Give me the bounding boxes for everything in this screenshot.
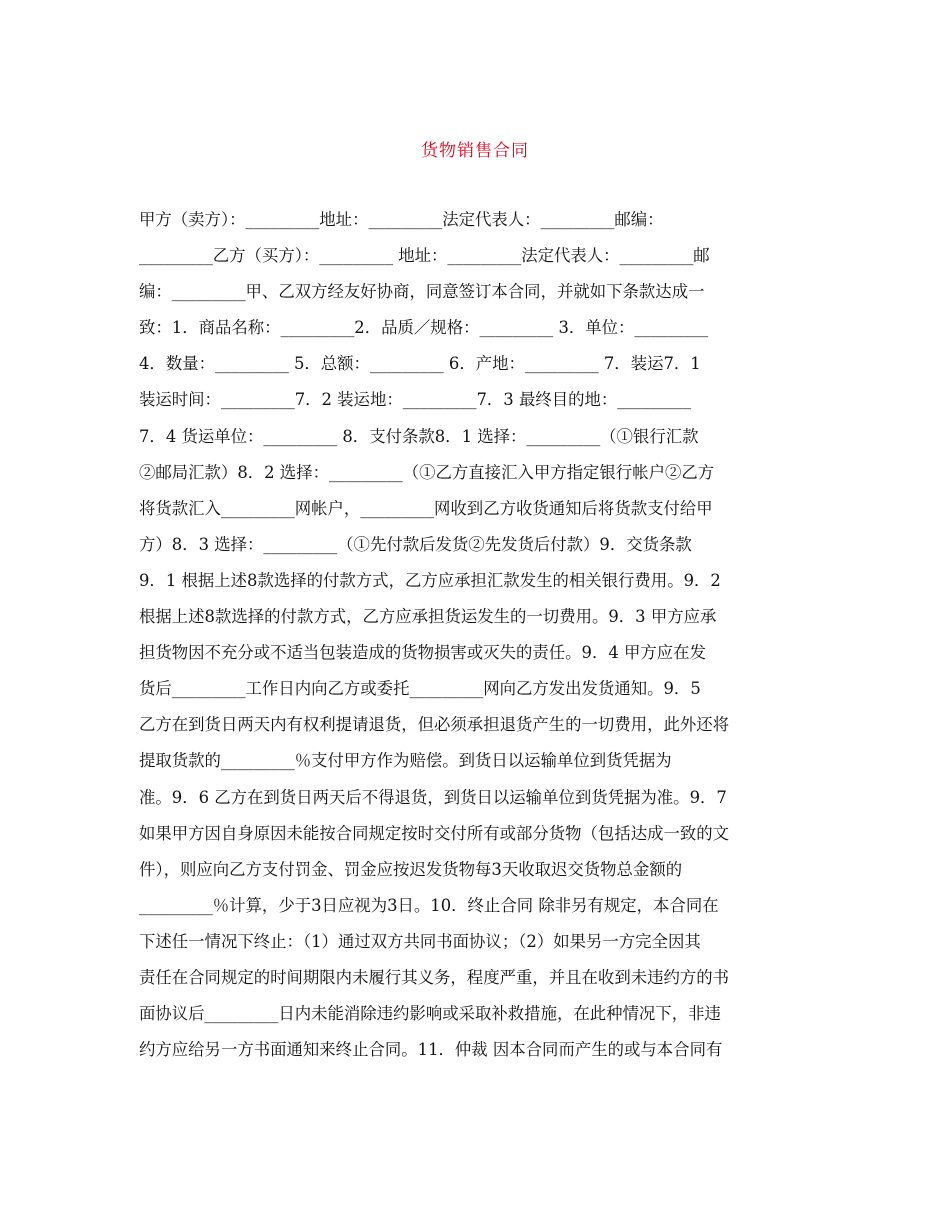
- body-line: 面协议后_________日内未能消除违约影响或采取补救措施，在此种情况下，非违: [139, 1004, 721, 1024]
- body-line: 货后_________工作日内向乙方或委托_________网向乙方发出发货通知。9．5: [139, 679, 701, 699]
- body-line: ②邮局汇款）8．2 选择：_________（①乙方直接汇入甲方指定银行帐户②乙方: [139, 462, 715, 482]
- body-line: _________乙方（买方）：_________ 地址：_________法定代表人：_________邮: [139, 246, 710, 266]
- body-line: 9．1 根据上述8款选择的付款方式，乙方应承担汇款发生的相关银行费用。9．2: [139, 570, 721, 590]
- body-line: 准。9．6 乙方在到货日两天后不得退货，到货日以运输单位到货凭据为准。9．7: [139, 787, 727, 807]
- body-line: 乙方在到货日两天内有权利提请退货，但必须承担退货产生的一切费用，此外还将: [139, 715, 730, 735]
- body-line: 方）8．3 选择：_________（①先付款后发货②先发货后付款）9．交货条款: [139, 534, 692, 554]
- body-line: 将货款汇入_________网帐户，_________网收到乙方收货通知后将货款支付给甲: [139, 498, 713, 518]
- body-line: _________％计算，少于3日应视为3日。10．终止合同 除非另有规定，本合同在: [139, 895, 719, 915]
- body-line: 甲方（卖方）：_________地址：_________法定代表人：_________邮编：: [139, 210, 664, 229]
- body-line: 担货物因不充分或不适当包装造成的货物损害或灭失的责任。9．4 甲方应在发: [139, 643, 706, 663]
- body-line: 如果甲方因自身原因未能按合同规定按时交付所有或部分货物（包括达成一致的文: [139, 823, 730, 843]
- document-title: 货物销售合同: [421, 141, 529, 161]
- body-line: 编：_________甲、乙双方经友好协商，同意签订本合同，并就如下条款达成一: [139, 282, 705, 302]
- body-line: 4．数量：_________ 5．总额：_________ 6．产地：_________ 7．装运7．1: [139, 354, 701, 374]
- body-line: 提取货款的_________％支付甲方作为赔偿。到货日以运输单位到货凭据为: [139, 751, 672, 771]
- body-line: 下述任一情况下终止：（1）通过双方共同书面协议；（2）如果另一方完全因其: [139, 931, 701, 951]
- body-line: 致：1．商品名称：_________2．品质／规格：_________ 3．单位：_________: [139, 318, 709, 338]
- body-line: 根据上述8款选择的付款方式，乙方应承担货运发生的一切费用。9．3 甲方应承: [139, 607, 717, 627]
- contract-body: [139, 202, 813, 1068]
- body-line: 约方应给另一方书面通知来终止合同。11．仲裁 因本合同而产生的或与本合同有: [139, 1040, 723, 1060]
- body-line: 装运时间：_________7．2 装运地：_________7．3 最终目的地：_________: [139, 390, 692, 410]
- body-line: 7．4 货运单位：_________ 8．支付条款8．1 选择：_________（①银行汇款: [139, 426, 699, 446]
- body-line: 件），则应向乙方支付罚金、罚金应按迟发货物每3天收取迟交货物总金额的: [139, 859, 683, 879]
- body-line: 责任在合同规定的时间期限内未履行其义务，程度严重，并且在收到未违约方的书: [139, 967, 730, 987]
